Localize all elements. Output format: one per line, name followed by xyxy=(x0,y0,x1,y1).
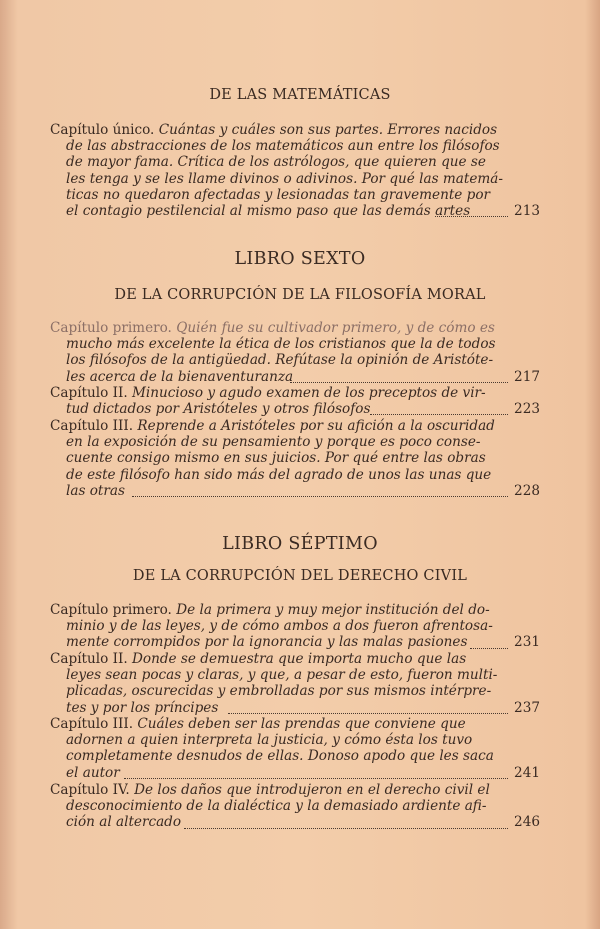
chapter-description: cuente consigo mismo en sus juicios. Por qué entre las obras xyxy=(66,450,486,467)
toc-line xyxy=(50,765,540,781)
dot-leader xyxy=(290,382,508,383)
chapter-description: mente corrompidos por la ignorancia y las malas pasiones xyxy=(66,634,468,651)
chapter-label: Capítulo único. xyxy=(50,122,159,138)
chapter-description: Minucioso y agudo examen de los preceptos de vir- xyxy=(132,385,486,401)
chapter-description: mucho más excelente la ética de los cristianos que la de todos xyxy=(66,336,496,353)
dot-leader xyxy=(470,648,508,649)
toc-line xyxy=(50,401,540,417)
chapter-description: en la exposición de su pensamiento y porque es poco conse- xyxy=(66,434,481,451)
toc-line xyxy=(50,187,540,203)
libro-septimo-title: LIBRO SÉPTIMO xyxy=(222,534,378,554)
chapter-label: Capítulo III. xyxy=(50,418,138,434)
page-number: 246 xyxy=(514,814,540,831)
toc-entry xyxy=(50,385,540,417)
chapter-description: ción al altercado xyxy=(66,814,182,831)
page-number: 231 xyxy=(514,634,540,651)
toc-line xyxy=(50,782,540,798)
libro-septimo-subtitle: DE LA CORRUPCIÓN DEL DERECHO CIVIL xyxy=(132,568,468,584)
chapter-description: Reprende a Aristóteles por su afición a la oscuridad xyxy=(137,418,495,434)
toc-line xyxy=(50,385,540,401)
chapter-description: De la primera y muy mejor institución del do- xyxy=(176,602,490,618)
chapter-description: les acerca de la bienaventuranza xyxy=(66,368,294,385)
toc-entry xyxy=(50,716,540,781)
chapter-description: les tenga y se les llame divinos o adivinos. Por qué las matemá- xyxy=(66,170,503,187)
chapter-description: De los daños que introdujeron en el derecho civil el xyxy=(134,782,490,798)
chapter-description: minio y de las leyes, y de cómo ambos a dos fueron afrentosa- xyxy=(66,618,493,635)
toc-line xyxy=(50,798,540,814)
chapter-label: Capítulo II. xyxy=(50,385,133,401)
section-title-matematicas: DE LAS MATEMÁTICAS xyxy=(209,87,391,103)
page-number: 241 xyxy=(514,764,540,781)
toc-line xyxy=(50,667,540,683)
chapter-description: plicadas, oscurecidas y embrolladas por sus mismos intérpre- xyxy=(66,683,492,700)
chapter-description: tes y por los príncipes xyxy=(66,699,219,716)
toc-line xyxy=(50,369,540,385)
chapter-label: Capítulo primero. xyxy=(50,320,177,336)
chapter-description: los filósofos de la antigüedad. Refútase la opinión de Aristóte- xyxy=(66,352,494,369)
toc-entry xyxy=(50,782,540,831)
chapter-label: Capítulo II. xyxy=(50,651,133,667)
toc-entry xyxy=(50,320,540,385)
toc-line xyxy=(50,171,540,187)
dot-leader xyxy=(124,778,508,779)
toc-line xyxy=(50,418,540,434)
dot-leader xyxy=(370,414,508,415)
chapter-description: el contagio pestilencial al mismo paso que las demás artes xyxy=(66,202,471,219)
toc-line xyxy=(50,336,540,352)
chapter-description: Cuáles deben ser las prendas que conviene que xyxy=(137,716,466,732)
toc-line xyxy=(50,450,540,466)
toc-entry xyxy=(50,651,540,716)
chapter-description: de las abstracciones de los matemáticos aun entre los filósofos xyxy=(66,138,500,155)
toc-line xyxy=(50,634,540,650)
chapter-description: adornen a quien interpreta la justicia, y cómo ésta los tuvo xyxy=(66,732,473,749)
toc-line xyxy=(50,651,540,667)
chapter-description: las otras xyxy=(66,482,125,499)
toc-line xyxy=(50,716,540,732)
toc-line xyxy=(50,467,540,483)
chapter-description: de este filósofo han sido más del agrado de unos las unas que xyxy=(66,466,492,483)
toc-line xyxy=(50,320,540,336)
chapter-label: Capítulo primero. xyxy=(50,602,177,618)
chapter-description: tud dictados por Aristóteles y otros filósofos xyxy=(66,401,371,418)
toc-line xyxy=(50,483,540,499)
toc-line xyxy=(50,203,540,219)
libro-sexto-title: LIBRO SEXTO xyxy=(234,249,366,269)
chapter-description: completamente desnudos de ellas. Donoso apodo que les saca xyxy=(66,748,494,765)
toc-line xyxy=(50,352,540,368)
toc-line xyxy=(50,700,540,716)
page-number: 213 xyxy=(514,202,540,219)
page-number: 237 xyxy=(514,699,540,716)
toc-line xyxy=(50,434,540,450)
chapter-description: de mayor fama. Crítica de los astrólogos, que quieren que se xyxy=(66,154,486,171)
chapter-label: Capítulo IV. xyxy=(50,782,135,798)
toc-line xyxy=(50,683,540,699)
toc-line xyxy=(50,602,540,618)
chapter-description: desconocimiento de la dialéctica y la demasiado ardiente afi- xyxy=(66,798,487,815)
dot-leader xyxy=(132,496,508,497)
dot-leader xyxy=(435,216,508,217)
chapter-description: Quién fue su cultivador primero, y de cómo es xyxy=(176,320,495,336)
toc-line xyxy=(50,154,540,170)
toc-line xyxy=(50,748,540,764)
chapter-description: Cuántas y cuáles son sus partes. Errores nacidos xyxy=(158,122,498,138)
toc-line xyxy=(50,138,540,154)
toc-entry xyxy=(50,602,540,651)
chapter-description: leyes sean pocas y claras, y que, a pesar de esto, fueron multi- xyxy=(66,667,498,684)
chapter-description: el autor xyxy=(66,764,120,781)
dot-leader xyxy=(184,828,508,829)
toc-line xyxy=(50,618,540,634)
toc-entry xyxy=(50,122,540,219)
page-number: 223 xyxy=(514,401,540,418)
libro-sexto-subtitle: DE LA CORRUPCIÓN DE LA FILOSOFÍA MORAL xyxy=(114,287,486,303)
toc-line xyxy=(50,122,540,138)
chapter-description: Donde se demuestra que importa mucho que las xyxy=(132,651,467,667)
dot-leader xyxy=(228,713,508,714)
toc-line xyxy=(50,814,540,830)
page-number: 217 xyxy=(514,368,540,385)
toc-entry xyxy=(50,418,540,499)
chapter-label: Capítulo III. xyxy=(50,716,138,732)
page-number: 228 xyxy=(514,482,540,499)
toc-line xyxy=(50,732,540,748)
chapter-description: ticas no quedaron afectadas y lesionadas tan gravemente por xyxy=(66,186,491,203)
